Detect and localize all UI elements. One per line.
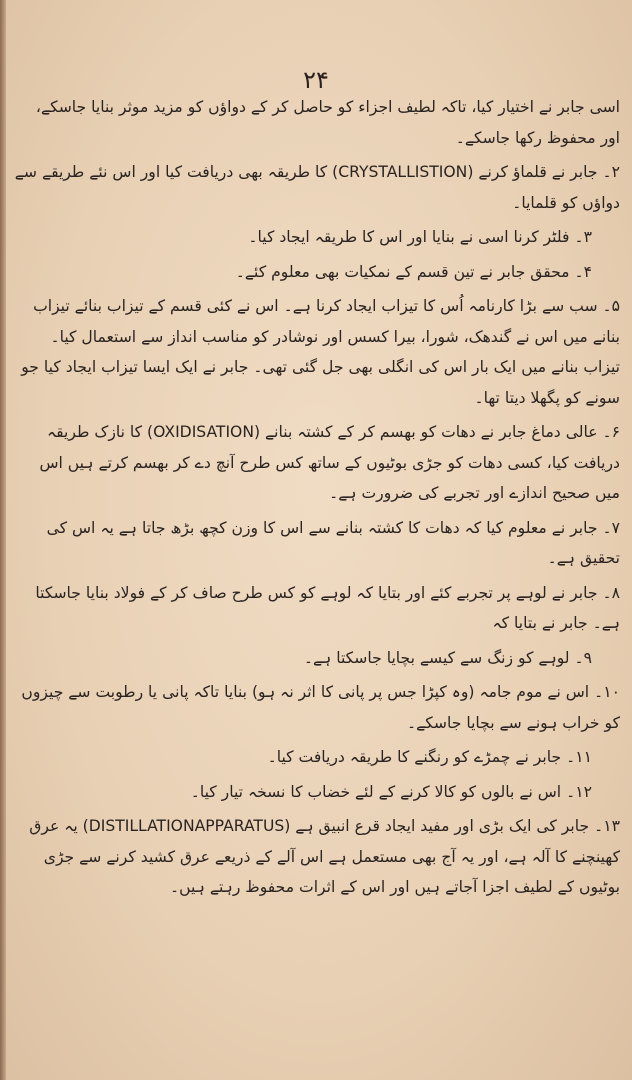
page-number: ۲۴	[303, 66, 329, 94]
list-item-steel: ۸۔ جابر نے لوہے پر تجربے کئے اور بتایا کہ لوہے کو کس طرح صاف کر کے فولاد بنایا جاسکتا ہے۔ جابر نے بتایا کہ	[35, 583, 620, 632]
list-item-metal-weight: ۷۔ جابر نے معلوم کیا کہ دھات کا کشتہ بنانے سے اس کا وزن کچھ بڑھ جاتا ہے یہ اس کی تحقیق ہے۔	[46, 518, 620, 567]
list-item-salts: ۴۔ محقق جابر نے تین قسم کے نمکیات بھی معلوم کئے۔	[235, 262, 592, 281]
list-item-distillation: ۱۳۔ جابر کی ایک بڑی اور مفید ایجاد قرع انبیق ہے (DISTILLATIONAPPARATUS) یہ عرق کھینچنے کا آلہ ہے، اور یہ آج بھی مستعمل ہے اس آلے کے ذریعے عرق کشید کرنے سے جڑی بوٹیوں کے لطیف اجزا آجاتے ہیں اور اس کے اثرات محفوظ رہتے ہیں۔	[29, 817, 620, 896]
page-body	[12, 92, 620, 1060]
list-item-leather: ۱۱۔ جابر نے چمڑے کو رنگنے کا طریقہ دریافت کیا۔	[267, 748, 592, 766]
list-item-oxidisation: ۶۔ عالی دماغ جابر نے دھات کو بھسم کر کے کشتہ بنانے (OXIDISATION) کا نازک طریقہ دریافت کیا، کسی دھات کو جڑی بوٹیوں کے ساتھ کس طرح آنچ دے کر بھسم کرتے ہیں اس میں صحیح اندازے اور تجربے کی ضرورت ہے۔	[39, 423, 620, 502]
paragraph-intro: اسی جابر نے اختیار کیا، تاکہ لطیف اجزاء کو حاصل کر کے دواؤں کو مزید موثر بنایا جاسکے، اور محفوظ رکھا جاسکے۔	[35, 98, 620, 147]
page-binding-edge	[0, 0, 6, 1080]
list-item-hair-dye: ۱۲۔ اس نے بالوں کو کالا کرنے کے لئے خضاب کا نسخہ تیار کیا۔	[190, 782, 592, 801]
list-item-wax-cloth: ۱۰۔ اس نے موم جامہ (وہ کپڑا جس پر پانی کا اثر نہ ہو) بنایا تاکہ پانی یا رطوبت سے چیزوں کو خراب ہونے سے بچایا جاسکے۔	[21, 683, 620, 732]
list-item-rust: ۹۔ لوہے کو زنگ سے کیسے بچایا جاسکتا ہے۔	[303, 648, 592, 667]
list-item-acids: ۵۔ سب سے بڑا کارنامہ اُس کا تیزاب ایجاد کرنا ہے۔ اس نے کئی قسم کے تیزاب بنائے تیزاب بنانے میں اس نے گندھک، شورا، بیرا کسس اور نوشادر کو مناسب انداز سے استعمال کیا۔ تیزاب بنانے میں ایک بار اس کی انگلی بھی جل گئی تھی۔ جابر نے ایک ایسا تیزاب ایجاد کیا جو سونے کو پگھلا دیتا تھا۔	[21, 297, 620, 407]
list-item-crystallisation: ۲۔ جابر نے قلماؤ کرنے (CRYSTALLISTION) کا طریقہ بھی دریافت کیا اور اس نئے طریقے سے دواؤں کو قلمایا۔	[14, 163, 620, 212]
list-item-filtering: ۳۔ فلٹر کرنا اسی نے بنایا اور اس کا طریقہ ایجاد کیا۔	[248, 228, 592, 246]
